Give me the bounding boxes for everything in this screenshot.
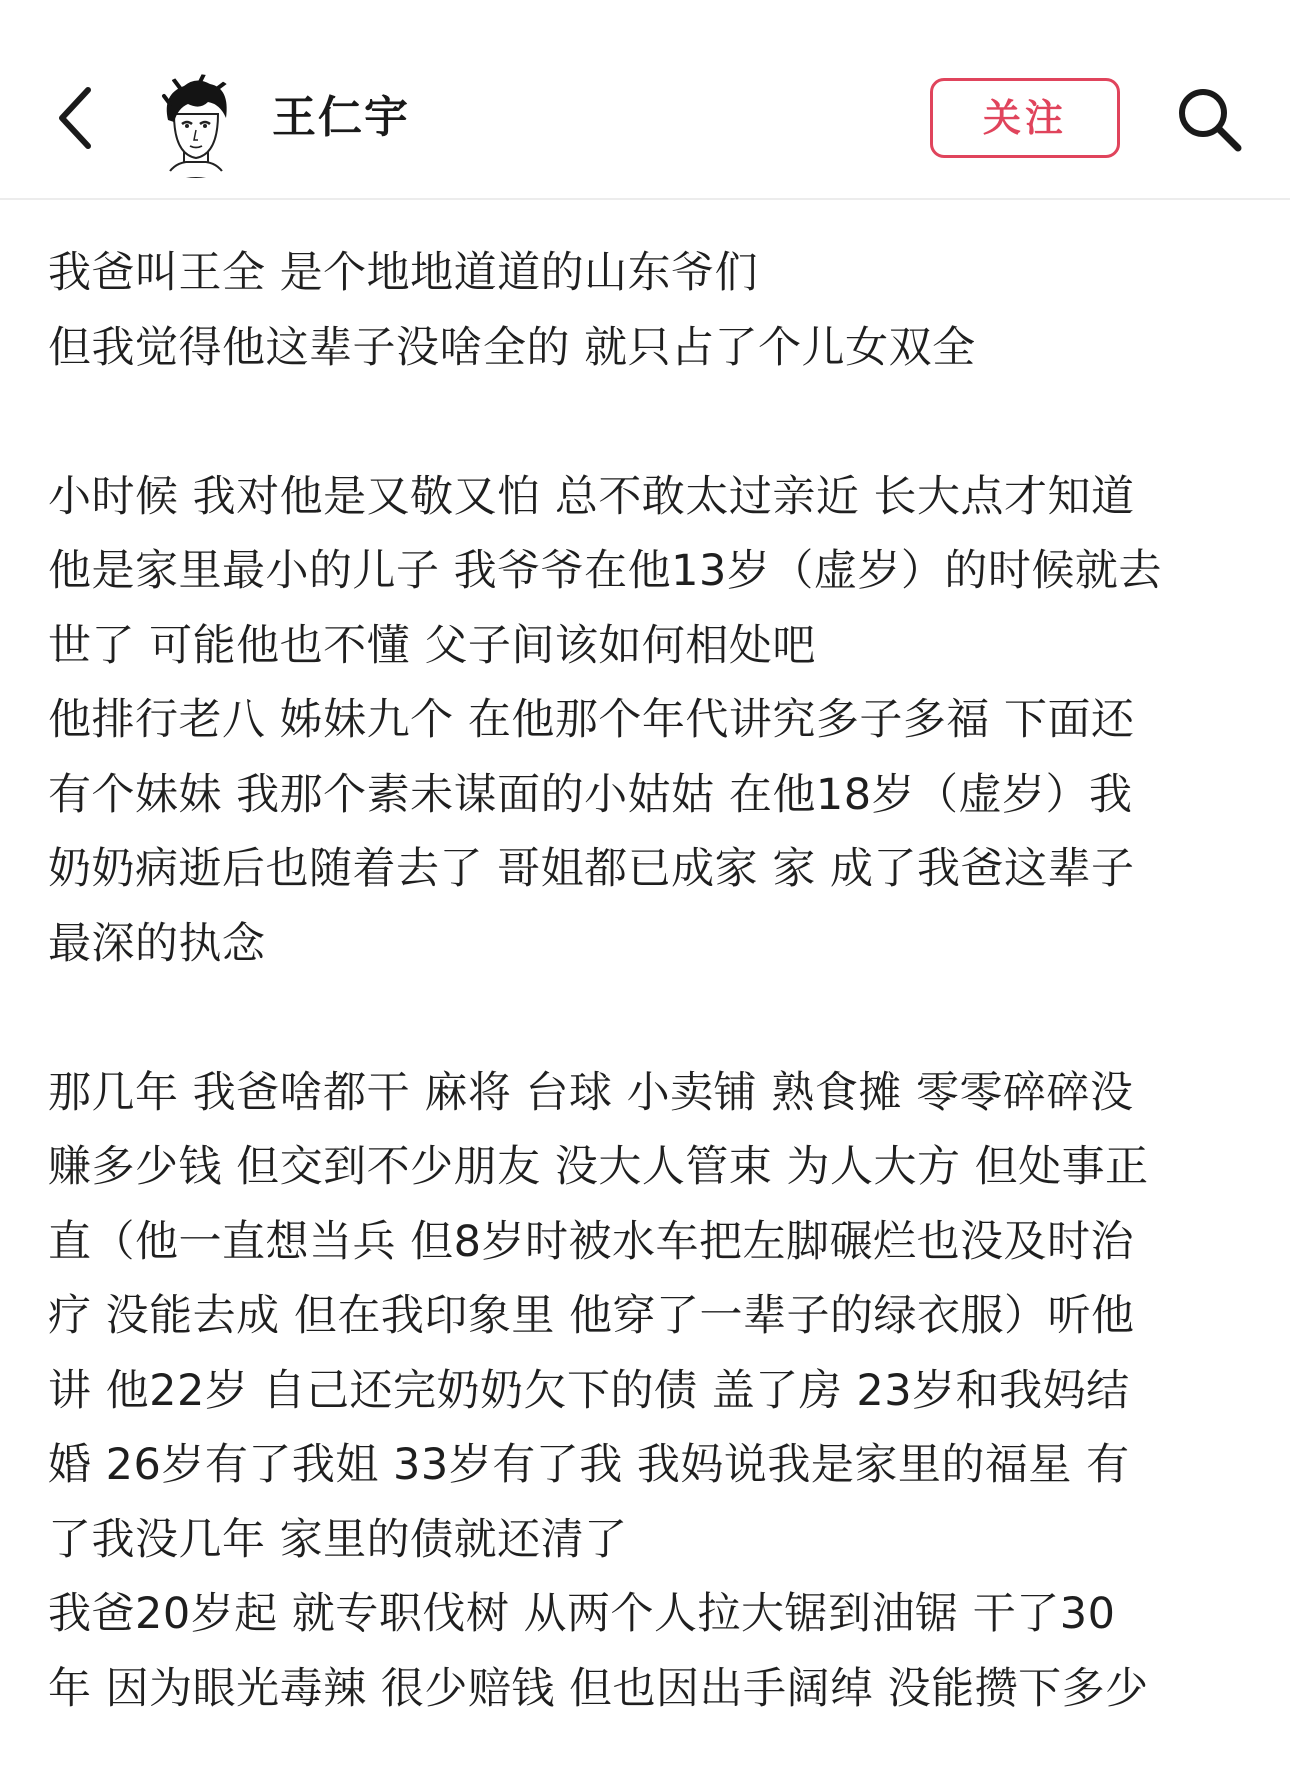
post-text-line: 小时候 我对他是又敬又怕 总不敢太过亲近 长大点才知道: [48, 471, 1135, 522]
post-text-line: 那几年 我爸啥都干 麻将 台球 小卖铺 熟食摊 零零碎碎没: [48, 1067, 1134, 1118]
post-text-line: 有个妹妹 我那个素未谋面的小姑姑 在他18岁（虚岁）我: [48, 769, 1133, 820]
top-bar: [0, 0, 1290, 200]
post-text-line: 我爸20岁起 就专职伐树 从两个人拉大锯到油锯 干了30: [48, 1589, 1116, 1639]
post-body: [48, 236, 1248, 1726]
post-text-line: 直（他一直想当兵 但8岁时被水车把左脚碾烂也没及时治: [48, 1216, 1135, 1267]
chevron-left-icon: [48, 78, 104, 158]
post-text-line: 我爸叫王全 是个地地道道的山东爷们: [48, 248, 759, 298]
post-text-line: 但我觉得他这辈子没啥全的 就只占了个儿女双全: [48, 322, 976, 373]
post-text-line: 讲 他22岁 自己还完奶奶欠下的债 盖了房 23岁和我妈结: [48, 1365, 1130, 1416]
post-text-line: 他是家里最小的儿子 我爷爷在他13岁（虚岁）的时候就去: [48, 546, 1162, 596]
back-button[interactable]: [48, 78, 104, 158]
user-avatar-icon: [144, 74, 248, 178]
post-text-line: 婚 26岁有了我姐 33岁有了我 我妈说我是家里的福星 有: [48, 1440, 1130, 1490]
post-text-line: 疗 没能去成 但在我印象里 他穿了一辈子的绿衣服）听他: [48, 1291, 1135, 1341]
follow-button[interactable]: 关注: [930, 78, 1120, 158]
username[interactable]: 王仁宇: [272, 92, 410, 143]
post-text-line: 年 因为眼光毒辣 很少赔钱 但也因出手阔绰 没能攒下多少: [48, 1663, 1149, 1714]
post-text-line: 奶奶病逝后也随着去了 哥姐都已成家 家 成了我爸这辈子: [48, 844, 1135, 894]
avatar[interactable]: [144, 74, 248, 178]
paragraph-gap: [48, 385, 1248, 460]
search-icon: [1174, 84, 1244, 154]
paragraph-gap: [48, 981, 1248, 1056]
search-button[interactable]: [1174, 84, 1244, 154]
post-text-line: 最深的执念: [48, 918, 266, 969]
post-text-line: 世了 可能他也不懂 父子间该如何相处吧: [48, 620, 816, 671]
post-text-line: 他排行老八 姊妹九个 在他那个年代讲究多子多福 下面还: [48, 695, 1135, 745]
post-text-line: 了我没几年 家里的债就还清了: [48, 1514, 628, 1565]
post-text-line: 赚多少钱 但交到不少朋友 没大人管束 为人大方 但处事正: [48, 1142, 1149, 1192]
